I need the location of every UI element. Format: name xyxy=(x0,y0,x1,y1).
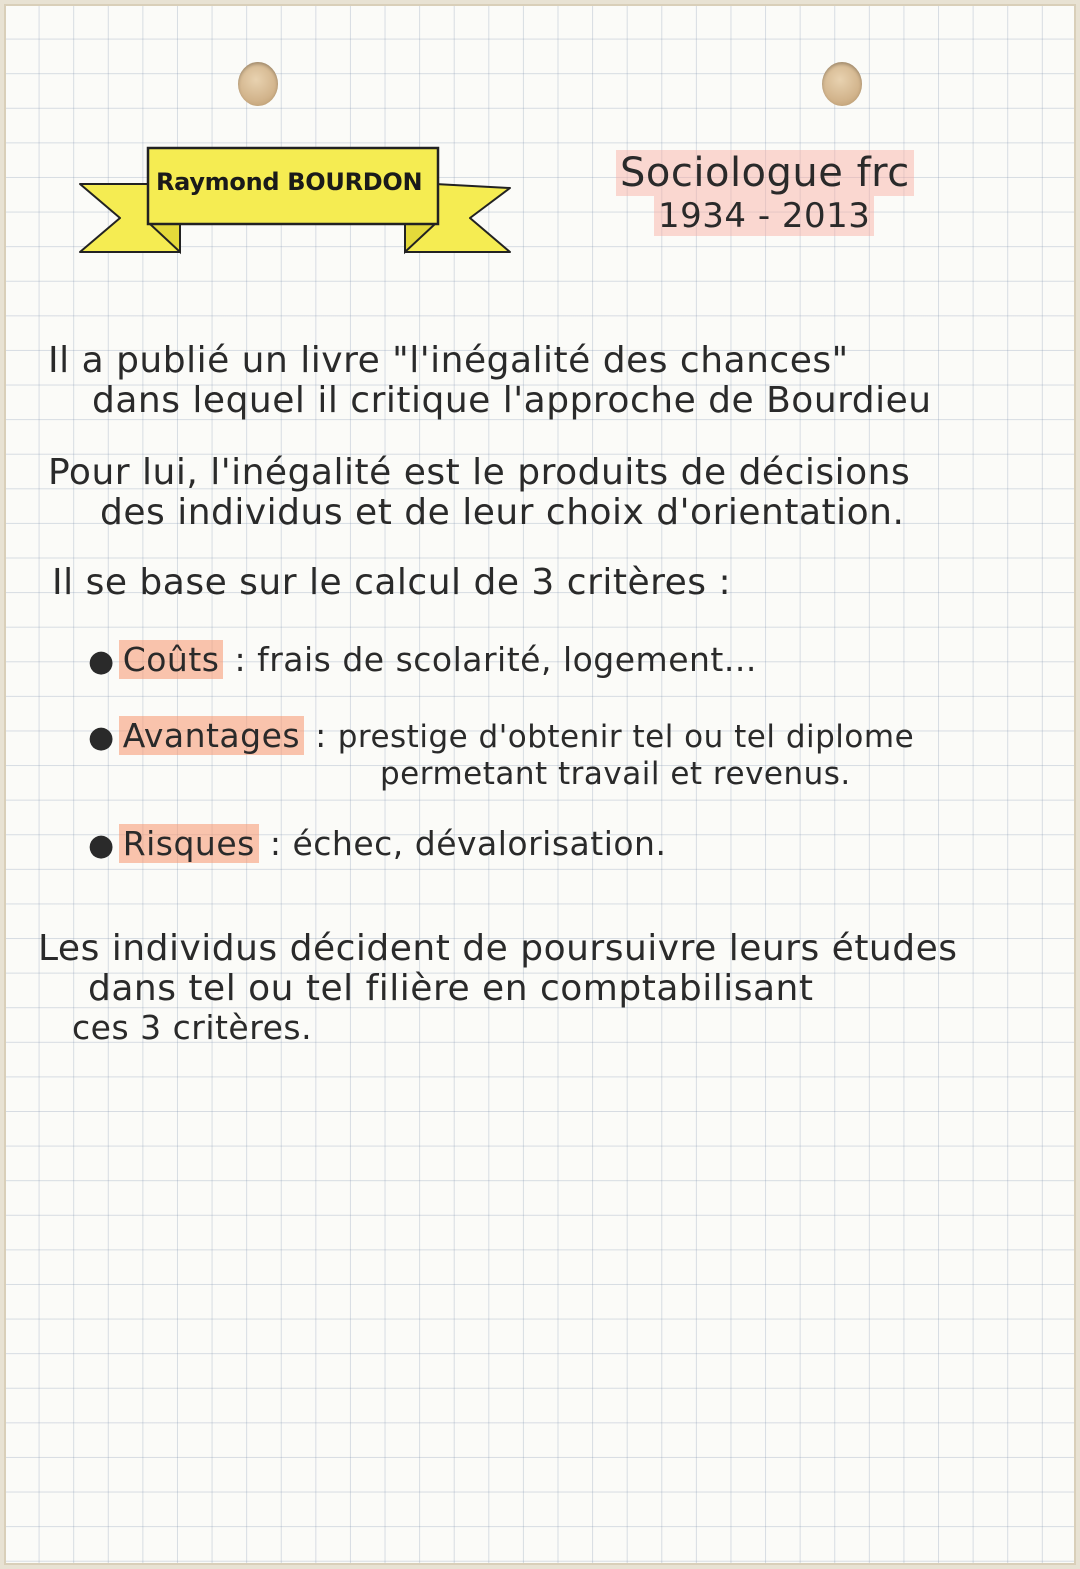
intro-line-2: dans lequel il critique l'approche de Bourdieu xyxy=(92,380,932,421)
bullet-icon: ● xyxy=(88,828,115,863)
bullet-icon: ● xyxy=(88,720,115,755)
criterion-term: Risques xyxy=(119,824,259,863)
years-label xyxy=(654,196,874,236)
criterion-separator: : xyxy=(304,716,338,755)
criterion-advantages xyxy=(88,716,914,755)
name-banner-label: Raymond BOURDON xyxy=(156,168,423,196)
criterion-advantages-line-2: permetant travail et revenus. xyxy=(380,756,851,792)
criterion-risks xyxy=(88,824,666,863)
role-label xyxy=(616,150,914,196)
view-line-1: Pour lui, l'inégalité est le produits de décisions xyxy=(48,452,911,493)
criterion-costs xyxy=(88,640,757,679)
criterion-description: frais de scolarité, logement... xyxy=(257,640,757,679)
criterion-description: échec, dévalorisation. xyxy=(292,824,667,863)
conclusion-line-2: dans tel ou tel filière en comptabilisant xyxy=(88,968,814,1009)
criterion-description: prestige d'obtenir tel ou tel diplome xyxy=(337,719,915,755)
criterion-term: Coûts xyxy=(119,640,224,679)
name-banner xyxy=(70,140,520,270)
criteria-intro: Il se base sur le calcul de 3 critères : xyxy=(52,562,732,603)
binder-hole-right xyxy=(822,62,862,106)
bullet-icon: ● xyxy=(88,644,115,679)
criterion-term: Avantages xyxy=(119,716,304,755)
role-text: Sociologue frc xyxy=(616,150,914,196)
years-text: 1934 - 2013 xyxy=(654,196,874,236)
criterion-separator: : xyxy=(223,640,258,679)
binder-hole-left xyxy=(238,62,278,106)
conclusion-line-1: Les individus décident de poursuivre leurs études xyxy=(38,928,958,969)
conclusion-line-3: ces 3 critères. xyxy=(72,1008,313,1047)
view-line-2: des individus et de leur choix d'orientation. xyxy=(100,492,905,533)
criterion-separator: : xyxy=(258,824,293,863)
notebook-page xyxy=(4,4,1076,1565)
intro-line-1: Il a publié un livre "l'inégalité des chances" xyxy=(48,340,849,381)
